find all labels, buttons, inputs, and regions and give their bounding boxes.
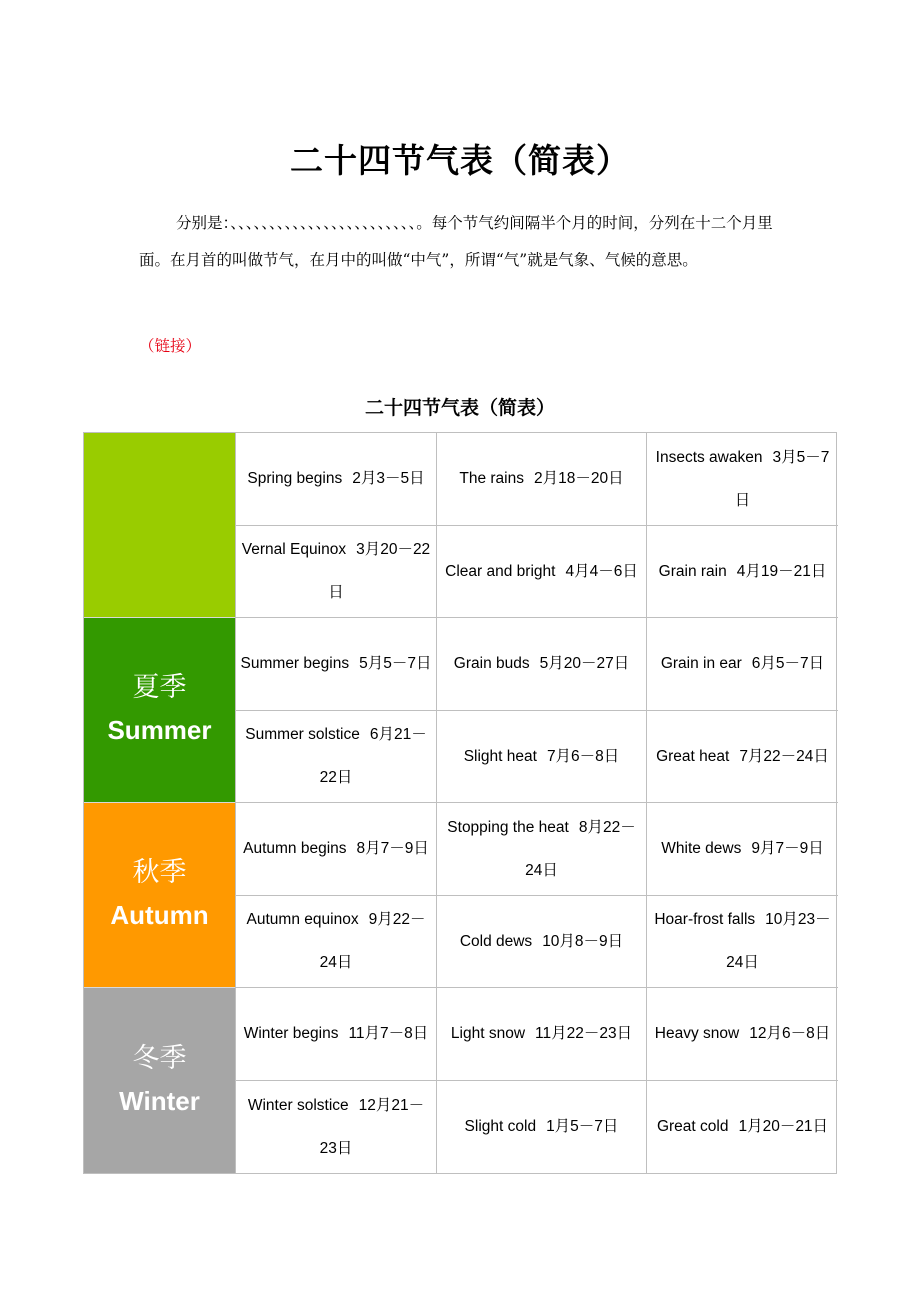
season-name-en: Autumn bbox=[110, 900, 209, 930]
solar-term-name: The rains bbox=[459, 470, 524, 488]
season-cell bbox=[84, 433, 235, 618]
solar-term-date: 10月23－24日 bbox=[726, 911, 831, 972]
solar-term-date: 9月7－9日 bbox=[751, 840, 824, 858]
solar-term-cell bbox=[646, 618, 838, 711]
solar-term-cell bbox=[436, 526, 646, 619]
season-cell bbox=[84, 803, 235, 988]
solar-term-name: Heavy snow bbox=[654, 1025, 740, 1043]
solar-term-name: Grain buds bbox=[453, 655, 530, 673]
solar-term-cell bbox=[235, 1081, 436, 1174]
solar-term-date: 6月5－7日 bbox=[751, 655, 825, 673]
solar-term-name: Great heat bbox=[656, 747, 730, 765]
solar-term-name: Cold dews bbox=[459, 932, 533, 950]
solar-terms-table bbox=[83, 432, 837, 1174]
solar-term-cell bbox=[235, 711, 436, 804]
solar-term-cell bbox=[436, 433, 646, 526]
solar-term-date: 7月22－24日 bbox=[739, 747, 829, 765]
solar-term-name: Slight heat bbox=[463, 747, 537, 765]
page-title: 二十四节气表（简表） bbox=[290, 141, 630, 180]
season-cell bbox=[84, 988, 235, 1173]
table-title: 二十四节气表（简表） bbox=[364, 397, 555, 419]
solar-term-cell bbox=[235, 988, 436, 1081]
solar-term-name: Light snow bbox=[450, 1025, 526, 1043]
solar-term-cell bbox=[436, 711, 646, 804]
solar-term-name: Winter begins bbox=[243, 1025, 339, 1043]
solar-term-date: 8月7－9日 bbox=[356, 840, 429, 858]
solar-term-name: Autumn begins bbox=[243, 840, 347, 858]
solar-term-date: 8月22－24日 bbox=[525, 818, 636, 879]
solar-term-name: Clear and bright bbox=[445, 562, 556, 580]
solar-term-name: Great cold bbox=[656, 1118, 729, 1136]
solar-term-date: 2月3－5日 bbox=[352, 470, 425, 488]
solar-term-cell bbox=[646, 433, 838, 526]
solar-term-name: Spring begins bbox=[247, 470, 343, 488]
solar-term-date: 12月6－8日 bbox=[749, 1025, 831, 1043]
season-name-zh: 夏季 bbox=[132, 672, 187, 703]
solar-term-cell bbox=[646, 526, 838, 619]
solar-term-name: Hoar-frost falls bbox=[654, 911, 756, 929]
link-text[interactable]: （链接） bbox=[139, 337, 202, 355]
solar-term-cell bbox=[235, 433, 436, 526]
solar-term-date: 3月5－7日 bbox=[734, 448, 830, 509]
intro-paragraph: 分别是：、、、、、、、、、、、、、、、、、、、、、、、、。每个节气约间隔半个月的时间，分列在十二个月里面。在月首的叫做节气，在月中的叫做“中气”，所谓“气”就是气象、气候的意思。 bbox=[139, 214, 773, 269]
solar-term-cell bbox=[235, 896, 436, 989]
solar-term-date: 1月5－7日 bbox=[546, 1118, 619, 1136]
solar-term-date: 4月4－6日 bbox=[565, 562, 638, 580]
season-name-zh: 秋季 bbox=[132, 857, 187, 888]
solar-term-cell bbox=[436, 618, 646, 711]
solar-term-cell bbox=[436, 896, 646, 989]
solar-term-name: Grain in ear bbox=[660, 655, 742, 673]
solar-term-date: 10月8－9日 bbox=[542, 932, 624, 950]
solar-term-date: 9月22－24日 bbox=[319, 911, 426, 972]
solar-term-cell bbox=[646, 988, 838, 1081]
solar-term-date: 2月18－20日 bbox=[534, 470, 624, 488]
season-name-en: Winter bbox=[119, 1085, 200, 1116]
solar-term-date: 5月5－7日 bbox=[359, 655, 432, 673]
season-name-en: Summer bbox=[107, 715, 212, 745]
solar-term-name: Summer begins bbox=[240, 655, 350, 673]
solar-term-name: Grain rain bbox=[658, 562, 727, 580]
solar-term-name: Insects awaken bbox=[655, 448, 763, 466]
season-cell bbox=[84, 618, 235, 803]
solar-term-cell bbox=[646, 803, 838, 896]
solar-term-cell bbox=[646, 1081, 838, 1174]
solar-term-cell bbox=[235, 618, 436, 711]
solar-term-date: 11月22－23日 bbox=[535, 1025, 633, 1043]
solar-term-date: 12月21－23日 bbox=[319, 1096, 425, 1157]
solar-term-date: 6月21－22日 bbox=[319, 726, 427, 787]
solar-term-name: Winter solstice bbox=[247, 1096, 349, 1114]
solar-term-name: Autumn equinox bbox=[246, 911, 359, 929]
season-name-zh: 冬季 bbox=[132, 1042, 187, 1074]
solar-term-name: White dews bbox=[661, 840, 742, 858]
solar-term-date: 5月20－27日 bbox=[539, 655, 630, 673]
solar-term-name: Summer solstice bbox=[245, 726, 360, 744]
solar-term-cell bbox=[646, 896, 838, 989]
solar-term-cell bbox=[235, 526, 436, 619]
solar-term-date: 4月19－21日 bbox=[736, 562, 827, 580]
solar-term-date: 3月20－22日 bbox=[328, 541, 431, 602]
solar-term-cell bbox=[436, 988, 646, 1081]
solar-term-cell bbox=[646, 711, 838, 804]
solar-term-date: 1月20－21日 bbox=[738, 1118, 829, 1136]
solar-term-date: 7月6－8日 bbox=[546, 747, 620, 765]
solar-term-name: Vernal Equinox bbox=[241, 541, 347, 559]
solar-term-cell bbox=[436, 803, 646, 896]
solar-term-name: Slight cold bbox=[464, 1118, 537, 1136]
solar-term-cell bbox=[235, 803, 436, 896]
solar-term-date: 11月7－8日 bbox=[348, 1025, 429, 1043]
solar-term-cell bbox=[436, 1081, 646, 1174]
solar-term-name: Stopping the heat bbox=[447, 818, 569, 836]
